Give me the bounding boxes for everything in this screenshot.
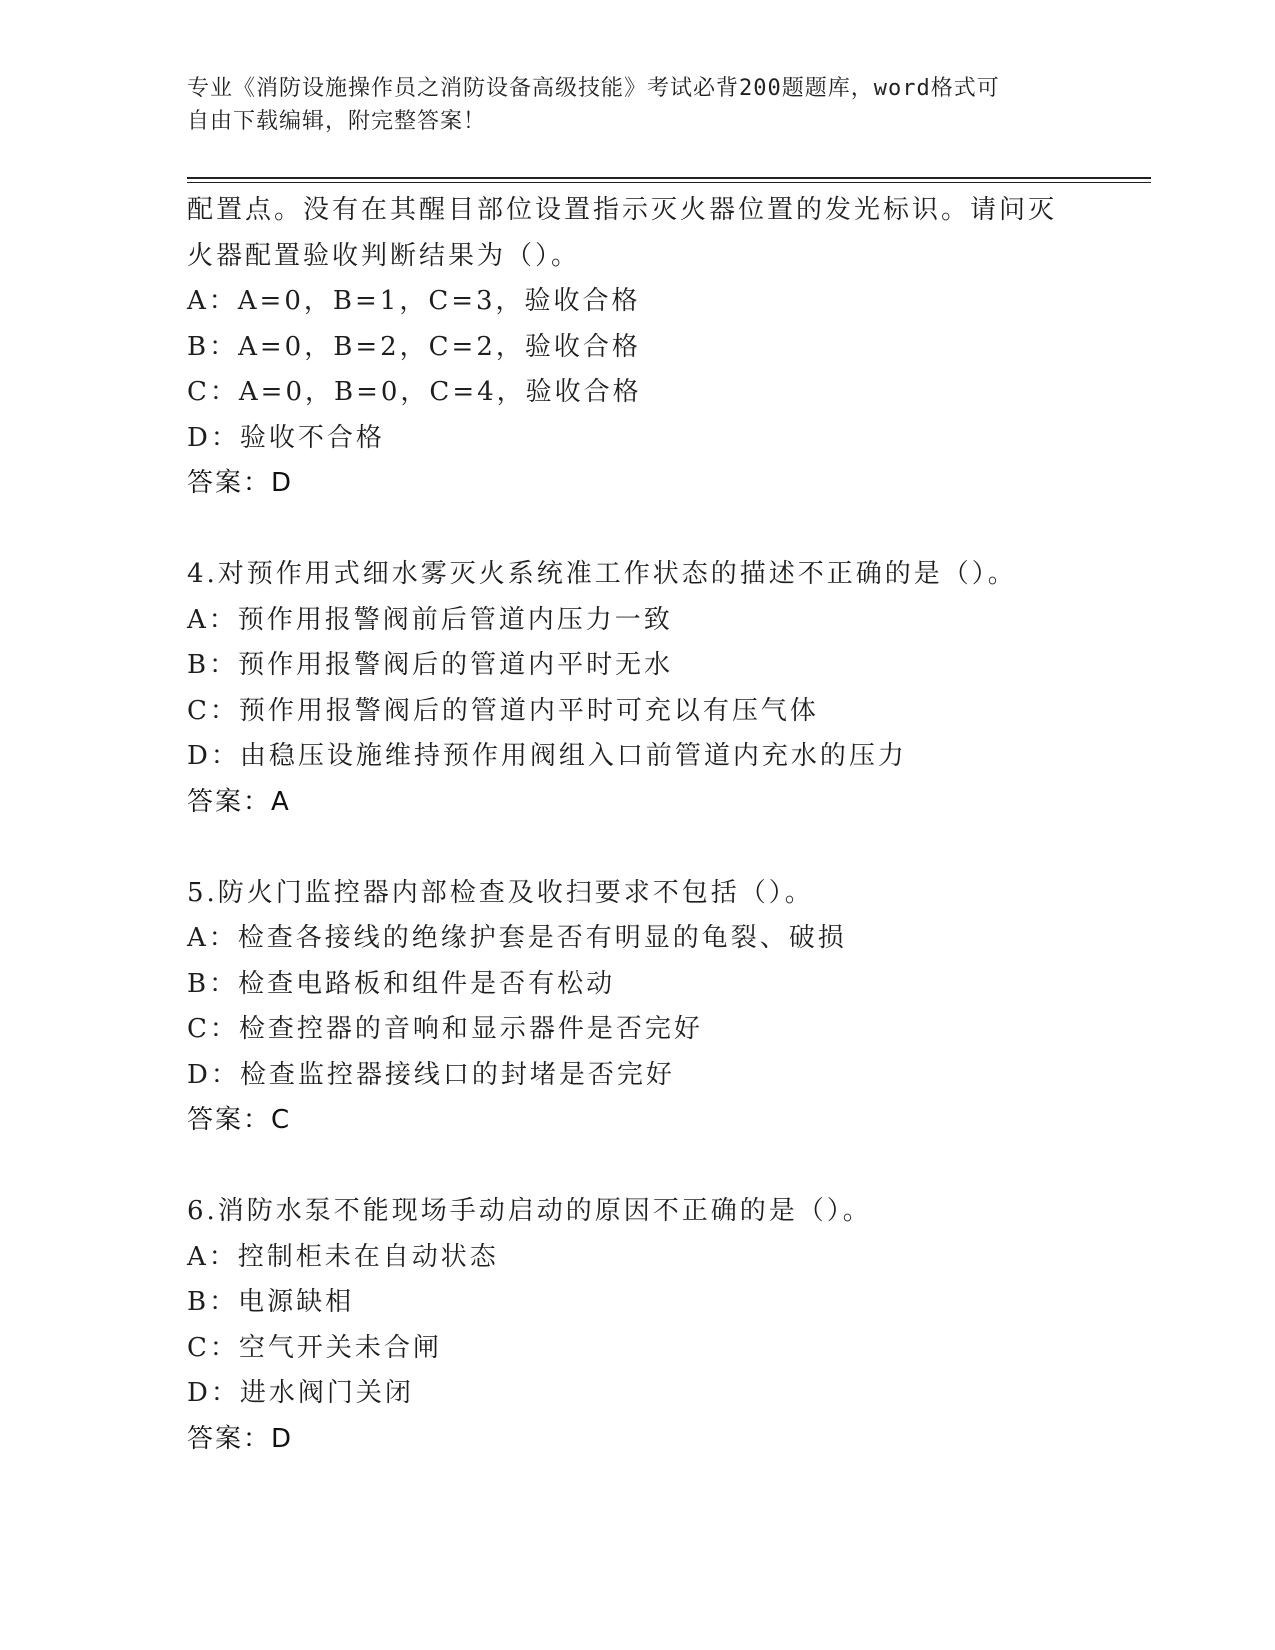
- option-a: A：A=0，B=1，C=3，验收合格: [187, 286, 641, 316]
- question-stem: 5.防火门监控器内部检查及收扫要求不包括（）。: [187, 877, 814, 908]
- option-a: A：预作用报警阀前后管道内压力一致: [187, 604, 673, 635]
- answer-label: 答案：A: [187, 786, 291, 817]
- option-d: D：进水阀门关闭: [187, 1378, 414, 1408]
- header-rule-thin: [187, 182, 1151, 183]
- option-d: D：由稳压设施维持预作用阀组入口前管道内充水的压力: [187, 741, 907, 771]
- answer-label: 答案：C: [187, 1105, 292, 1135]
- question-4: [187, 552, 1137, 825]
- option-c: C：空气开关未合闸: [187, 1332, 442, 1363]
- question-list: [187, 188, 1137, 1462]
- answer-label: 答案：D: [187, 468, 294, 498]
- option-c: C：A=0，B=0，C=4，验收合格: [187, 377, 642, 407]
- header-rule-thick: [187, 177, 1151, 179]
- option-c: C：预作用报警阀后的管道内平时可充以有压气体: [187, 695, 819, 726]
- question-stem-line: 火器配置验收判断结果为（）。: [187, 240, 581, 271]
- option-b: B：预作用报警阀后的管道内平时无水: [187, 650, 674, 680]
- answer-label: 答案：D: [187, 1423, 294, 1454]
- option-b: B：电源缺相: [187, 1287, 355, 1317]
- spacer: [187, 1144, 1137, 1190]
- question-stem-line: 配置点。没有在其醒目部位设置指示灭火器位置的发光标识。请问灭: [187, 195, 1058, 225]
- question-stem: 6.消防水泵不能现场手动启动的原因不正确的是（）。: [187, 1196, 872, 1226]
- option-a: A：控制柜未在自动状态: [187, 1241, 499, 1272]
- question-5: [187, 871, 1137, 1144]
- question-6: [187, 1189, 1137, 1462]
- header-line-2: 自由下载编辑，附完整答案！: [187, 109, 487, 134]
- option-a: A：检查各接线的绝缘护套是否有明显的龟裂、破损: [187, 923, 847, 953]
- question-continued: [187, 188, 1137, 507]
- header-line-1: 专业《消防设施操作员之消防设备高级技能》考试必背200题题库，word格式可: [187, 76, 1000, 101]
- option-d: D：检查监控器接线口的封堵是否完好: [187, 1059, 675, 1090]
- question-stem: 4.对预作用式细水雾灭火系统准工作状态的描述不正确的是（）。: [187, 559, 1017, 589]
- spacer: [187, 825, 1137, 871]
- option-b: B：检查电路板和组件是否有松动: [187, 968, 616, 999]
- option-c: C：检查控器的音响和显示器件是否完好: [187, 1014, 703, 1044]
- spacer: [187, 507, 1137, 553]
- document-header: [187, 72, 1087, 138]
- option-d: D：验收不合格: [187, 422, 385, 453]
- option-b: B：A=0，B=2，C=2，验收合格: [187, 331, 641, 362]
